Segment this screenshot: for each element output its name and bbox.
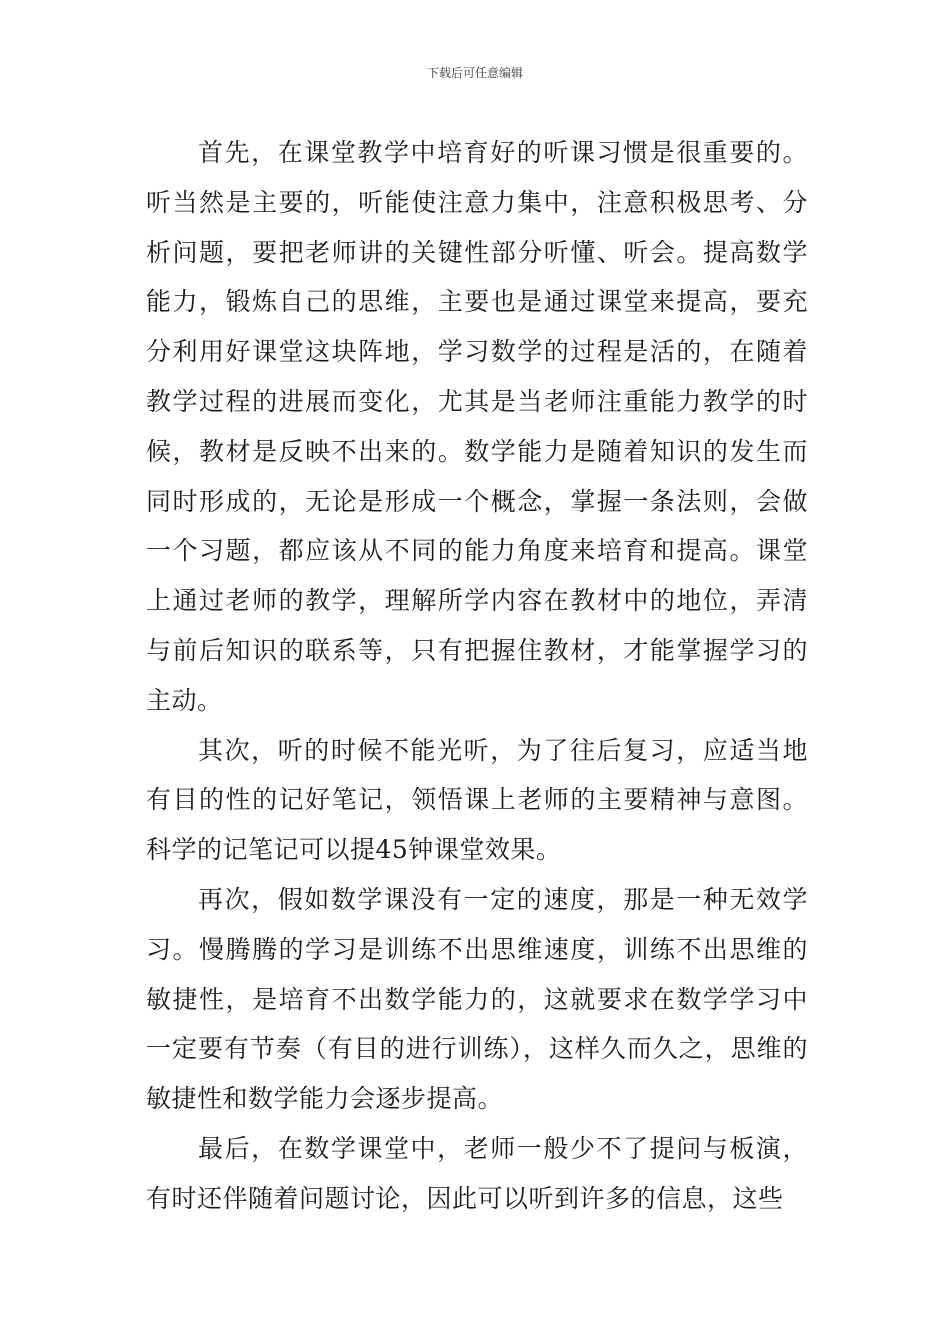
page-header: 下载后可任意编辑: [426, 66, 523, 80]
paragraph-first: 首先，在课堂教学中培育好的听课习惯是很重要的。听当然是主要的，听能使注意力集中，注意积极思考、分析问题，要把老师讲的关键性部分听懂、听会。提高数学能力，锻炼自己的思维，主要也是通过课堂来提高，要充分利用好课堂这块阵地，学习数学的过程是活的，在随着教学过程的进展而变化，尤其是当老师注重能力教学的时候，教材是反映不出来的。数学能力是随着知识的发生而同时形成的，无论是形成一个概念，掌握一条法则，会做一个习题，都应该从不同的能力角度来培育和提高。课堂上通过老师的教学，理解所学内容在教材中的地位，弄清与前后知识的联系等，只有把握住教材，才能掌握学习的主动。: [146, 138, 808, 715]
paragraph-third: 再次，假如数学课没有一定的速度，那是一种无效学习。慢腾腾的学习是训练不出思维速度，训练不出思维的敏捷性，是培育不出数学能力的，这就要求在数学学习中一定要有节奏（有目的进行训练），这样久而久之，思维的敏捷性和数学能力会逐步提高。: [146, 884, 808, 1114]
paragraph-fourth: 最后，在数学课堂中，老师一般少不了提问与板演，有时还伴随着问题讨论，因此可以听到许多的信息，这些: [146, 1133, 808, 1213]
document-body: [146, 128, 808, 1224]
paragraph-second: 其次，听的时候不能光听，为了往后复习，应适当地有目的性的记好笔记，领悟课上老师的主要精神与意图。科学的记笔记可以提45钟课堂效果。: [146, 735, 808, 865]
